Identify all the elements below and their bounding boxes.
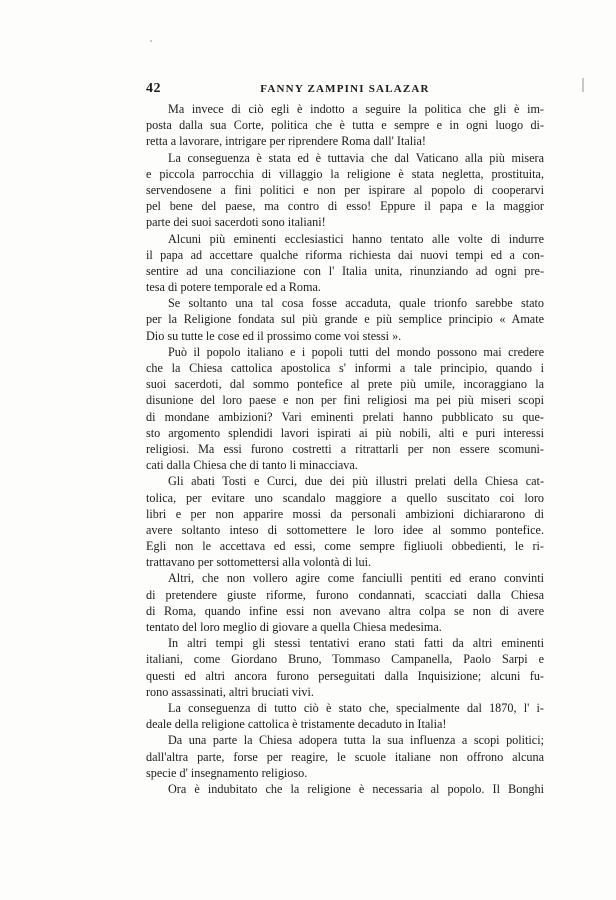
text-line: Ora è indubitato che la religione è necessaria al popolo. Il Bonghi xyxy=(168,781,544,796)
text-line: sentire ad una conciliazione con l' Italia unita, rinunziando ad ogni pre- xyxy=(146,263,544,278)
text-line: questi ed altri ancora furono perseguitati dalla Inquisizione; alcuni fu- xyxy=(146,668,544,683)
text-line: specie d' insegnamento religioso. xyxy=(146,765,308,780)
text-line: tolica, per evitare uno scandalo maggiore a quello suscitato coi loro xyxy=(146,490,544,505)
text-line: La conseguenza è stata ed è tuttavia che dal Vaticano alla più misera xyxy=(168,150,544,165)
paper-speck xyxy=(150,40,152,42)
text-line: Può il popolo italiano e i popoli tutti del mondo possono mai credere xyxy=(168,344,544,359)
text-line: sto argomento splendidi lavori ispirati ai più nobili, alti e puri interessi xyxy=(146,425,544,440)
text-line: deale della religione cattolica è tristamente decaduto in Italia! xyxy=(146,717,447,732)
text-line: Egli non le accettava ed essi, come sempre figliuoli obbedienti, le ri- xyxy=(146,539,544,554)
running-title: FANNY ZAMPINI SALAZAR xyxy=(260,83,430,95)
page-number: 42 xyxy=(146,81,161,96)
text-line: Ma invece di ciò egli è indotto a seguire la politica che gli è im- xyxy=(168,102,544,116)
text-line: rono assassinati, altri bruciati vivi. xyxy=(146,684,314,699)
text-line: pel bene del paese, ma contro di esso! Eppure il papa e la maggior xyxy=(146,199,544,214)
text-line: libri e per non apparire mossi da personali ambizioni dichiararono di xyxy=(146,506,544,521)
text-line: posta dalla sua Corte, politica che è tutta e sempre e in ogni luogo di- xyxy=(146,118,544,133)
text-line: religiosi. Ma essi furono costretti a ritrattarli per non essere scomuni- xyxy=(146,441,544,456)
text-line: avere soltanto inteso di sottomettere le loro idee al sommo pontefice. xyxy=(146,522,544,537)
text-line: retta a lavorare, intrigare per riprendere Roma dall' Italia! xyxy=(146,134,426,149)
text-line: Se soltanto una tal cosa fosse accaduta, quale trionfo sarebbe stato xyxy=(168,296,544,311)
text-line: di pretendere giuste riforme, furono condannati, scacciati dalla Chiesa xyxy=(146,587,544,602)
paper-edge-mark xyxy=(582,78,584,92)
text-line: il papa ad accettare qualche riforma richiesta dai nuovi tempi ed a con- xyxy=(146,247,544,262)
text-line: La conseguenza di tutto ciò è stato che, specialmente dal 1870, l' i- xyxy=(168,700,544,715)
text-line: per la Religione fondata sul più grande e più semplice principio « Amate xyxy=(146,312,544,327)
text-line: disunione del loro paese e non per fini religiosi ma pei più miseri scopi xyxy=(146,393,544,408)
text-line: e piccola parrocchia di villaggio la religione è stata negletta, prostituita, xyxy=(146,166,544,181)
text-line: Alcuni più eminenti ecclesiastici hanno tentato alle volte di indurre xyxy=(168,231,544,246)
text-line: Dio su tutte le cose ed il prossimo come voi stessi ». xyxy=(146,328,402,343)
text-line: tentato del loro meglio di giovare a quella Chiesa medesima. xyxy=(146,620,442,634)
text-line: di Roma, quando infine essi non avevano altra colpa se non di avere xyxy=(146,603,544,618)
text-line: di mondane ambizioni? Vari eminenti prelati hanno pubblicato su que- xyxy=(146,409,544,424)
text-line: che la Chiesa cattolica apostolica s' informi a tale principio, quando i xyxy=(146,361,544,375)
text-line: suoi sacerdoti, dal sommo pontefice al prete più umile, incoraggiano la xyxy=(146,377,544,392)
text-line: cati dalla Chiesa che di tanto li minacciava. xyxy=(146,458,358,473)
text-line: parte dei suoi sacerdoti sono italiani! xyxy=(146,215,326,230)
text-line: dall'altra parte, forse per reagire, le scuole italiane non offrono alcuna xyxy=(146,749,544,764)
text-line: In altri tempi gli stessi tentativi erano stati fatti da altri eminenti xyxy=(168,636,544,651)
text-line: Da una parte la Chiesa adopera tutta la sua influenza a scopi politici; xyxy=(168,733,544,748)
text-line: tesa di potere temporale ed a Roma. xyxy=(146,280,321,295)
text-line: italiani, come Giordano Bruno, Tommaso Campanella, Paolo Sarpi e xyxy=(146,652,544,667)
text-line: trattavano per sottomettersi alla volontà di lui. xyxy=(146,555,372,570)
text-line: servendosene a fini politici e non per ispirare al popolo di cooperarvi xyxy=(146,182,544,197)
page-header xyxy=(146,81,544,99)
text-line: Gli abati Tosti e Curci, due dei più illustri prelati della Chiesa cat- xyxy=(168,474,544,489)
text-line: Altri, che non vollero agire come fanciulli pentiti ed erano convinti xyxy=(168,571,544,586)
body-text xyxy=(146,101,544,797)
